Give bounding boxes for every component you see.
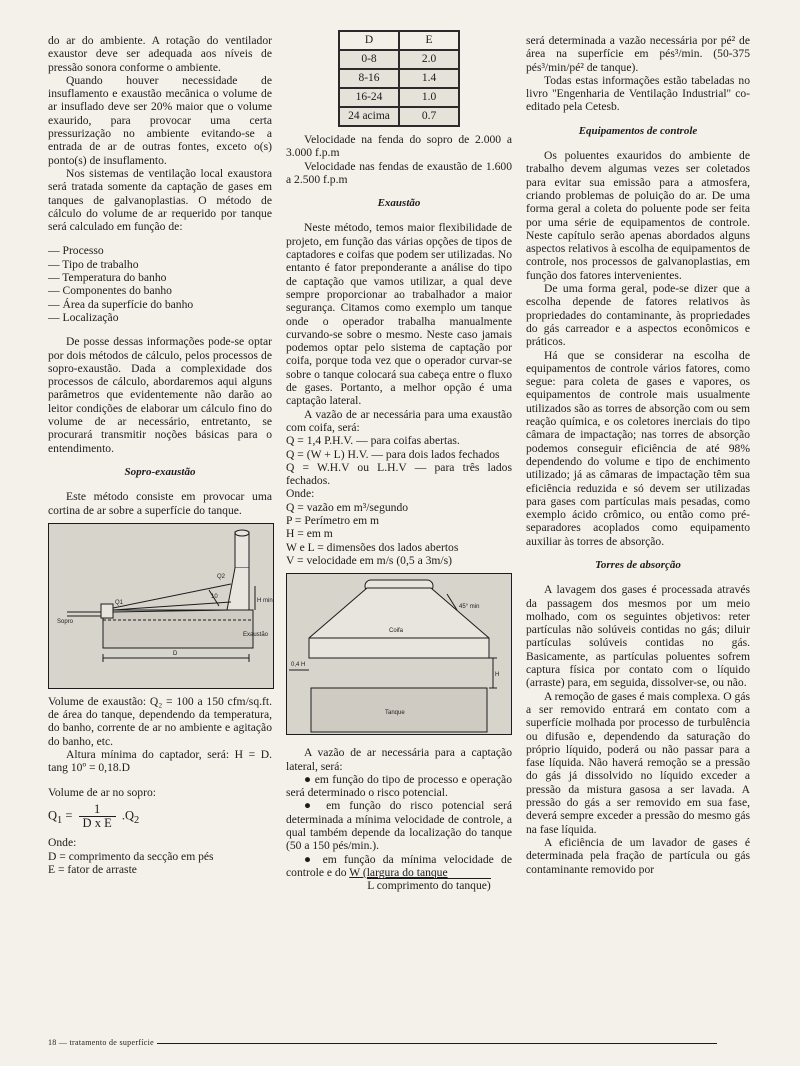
ratio-denominator-text: L comprimento do tanque)	[367, 879, 491, 893]
paragraph-altura: Altura mínima do captador, será: H = D. tang 10º = 0,18.D	[48, 747, 272, 775]
table-row	[339, 50, 459, 69]
heading-exaustao: Exaustão	[377, 197, 421, 210]
formula-lhs: Q	[48, 808, 58, 823]
list-item: — Área da superfície do banho	[48, 297, 194, 311]
footer-rule	[157, 1043, 717, 1044]
formula-numerator: 1	[79, 803, 116, 817]
equation-coifa-aberta: Q = 1,4 P.H.V. — para coifas abertas.	[286, 434, 460, 448]
table-row	[339, 88, 459, 107]
label-q2: Q2	[217, 573, 226, 580]
paragraph-intro: do ar do ambiente. A rotação do ventilador exaustor deve ser adequada aos níveis de pressão sonora conforme o ambiente.	[48, 34, 272, 74]
paragraph-remocao: A remoção de gases é mais complexa. O gás a ser removido entrará em contato com a superfície molhada por processo de turbulência ou difusão e, dependendo da saturação do próprio líquido, poderá ou não passar para a fase líquida. Não haverá remoção se a pressão do gás já dissolvido no líquido exceder a pressão da mistura gasosa a ser lavada. A pressão do gás a ser removido em sua fase, deverá sempre exceder a pressão do mesmo gás na fase líquida.	[526, 689, 750, 836]
definition-d: D = comprimento da secção em pés	[48, 849, 214, 863]
column-left	[48, 34, 272, 876]
onde-label: Onde:	[286, 487, 315, 501]
label-sopro: Sopro	[57, 618, 74, 625]
paragraph-metodo: Este método consiste em provocar uma cortina de ar sobre a superfície do tanque.	[48, 490, 272, 517]
table-cell: 16-24	[339, 88, 399, 107]
table-cell: 1.0	[399, 88, 459, 107]
paragraph-eficiencia: A eficiência de um lavador de gases é determinada pela fração de partícula ou gás contaminante removido por	[526, 835, 750, 876]
table-cell: 24 acima	[339, 107, 399, 126]
definition-q: Q = vazão em m³/segundo	[286, 500, 409, 514]
coifa-diagram	[287, 574, 511, 734]
list-item: — Componentes do banho	[48, 284, 172, 298]
paragraph-captacao-lateral: A vazão de ar necessária para a captação lateral, será:	[286, 746, 512, 773]
equation-dois-lados: Q = (W + L) H.V. — para dois lados fechados	[286, 447, 500, 461]
bullet-velocidade	[286, 853, 512, 880]
paragraph-vazao-coifa: A vazão de ar necessária para uma exaustão com coifa, será:	[286, 407, 512, 434]
table-cell: 1.4	[399, 69, 459, 88]
paragraph-sera: será determinada a vazão necessária por pé² de área na superfície em pés³/min. (50-375 pés³/min/pé² de tanque).	[526, 34, 750, 74]
list-item: — Temperatura do banho	[48, 271, 167, 285]
list-item: — Tipo de trabalho	[48, 257, 139, 271]
paragraph-lavagem: A lavagem dos gases é processada através da passagem dos mesmos por um meio molhado, com os seguintes objetivos: reter partículas não solúveis contidas no gás; diluir partículas solúveis contidas no gás. Basicamente, as partículas poluentes sofrem captura física por contato com o líquido (arraste) para, em seguida, dissolver-se, ou não.	[526, 583, 750, 690]
paragraph-neste-metodo: Neste método, temos maior flexibilidade de projeto, em função das várias opções de tipos de captadores e coifas que podem ser utilizadas. No entanto é fator preponderante a análise do tipo de captação que vamos utilizar, a qual deve sempre proporcionar ao trabalhador a maior segurança. Citamos como exemplo um tanque onde o operador trabalha manualmente curvando-se sobre o mesmo. Neste caso jamais podemos optar pelo sistema de captação por coifa, porque toda vez que o operador curvar-se sobre o tanque colocará sua cabeça entre o fluxo de gases. Portanto, a melhor opção é uma captação lateral.	[286, 221, 512, 408]
paragraph-volume-exaustao: Volume de exaustão: Q₂ = 100 a 150 cfm/sq.ft. de área do tanque, dependendo da temperatura, do banho, corrente de ar no ambiente e agitação do banho, etc.	[48, 694, 272, 748]
paragraph-volume-sopro: Volume de ar no sopro:	[48, 785, 156, 799]
formula-q1	[48, 803, 272, 831]
list-item: — Processo	[48, 244, 104, 258]
formula-equals: =	[65, 808, 73, 823]
bullet-risco: ● em função do risco potencial será determinada a mínima velocidade de controle, a qual também depende da localização do tanque (50 a 150 pés/min.).	[286, 799, 512, 853]
heading-torres: Torres de absorção	[595, 558, 681, 571]
label-q1: Q1	[115, 599, 124, 606]
paragraph-poluentes: Os poluentes exauridos do ambiente de trabalho devem algumas vezes ser coletados para evitar sua emissão para a atmosfera, criando problemas de poluição do ar. De uma forma geral a coleta do poluente pode ser feita por uma série de equipamentos de controle. Neste capítulo serão apenas abordados alguns aspectos relativos à escolha de equipamentos de controle, nos processos de galvanoplastias, em função dos fatores intervenientes.	[526, 149, 750, 282]
definition-wl: W e L = dimensões dos lados abertos	[286, 540, 459, 554]
ratio-numerator-text: (largura do tanque	[359, 865, 448, 879]
table-cell: 0-8	[339, 50, 399, 69]
list-item: — Localização	[48, 310, 119, 324]
heading-sopro-exaustao: Sopro-exaustão	[124, 465, 196, 478]
definition-p: P = Perímetro em m	[286, 514, 380, 528]
formula-rhs: .Q	[121, 808, 134, 823]
paragraph-fenda-sopro: Velocidade na fenda do sopro de 2.000 a 3.000 f.p.m	[286, 133, 512, 160]
bullet-processo: ● em função do tipo de processo e operação será determinado o risco potencial.	[286, 772, 512, 800]
formula-rhs-sub: 2	[134, 815, 140, 827]
label-h: H	[495, 672, 500, 679]
sopro-exaustao-diagram	[49, 524, 273, 688]
definition-e: E = fator de arraste	[48, 863, 137, 877]
equation-tres-lados: Q = W.H.V ou L.H.V — para três lados fechados.	[286, 460, 512, 488]
label-exaustao: Exaustão	[243, 631, 269, 638]
figure-coifa	[286, 573, 512, 735]
label-h-min: H min	[257, 597, 273, 604]
footer-text: 18 — tratamento de superfície	[48, 1038, 154, 1047]
label-45-min: 45° min	[459, 604, 480, 611]
onde-label: Onde:	[48, 836, 77, 850]
label-d: D	[173, 650, 178, 657]
label-tanque: Tanque	[385, 710, 405, 717]
label-0-4-h: 0,4 H	[291, 662, 306, 669]
paragraph-insuflamento: Quando houver necessidade de insuflamento e exaustão mecânica o volume de ar insuflado deve ser 20% maior que o volume exaurido, para provocar uma certa pressurização no ambiente evitando-se a entrada de ar de outras fontes, exceto o(s) ponto(s) de insuflamento.	[48, 73, 272, 167]
column-right	[526, 34, 750, 876]
formula-fraction	[79, 803, 116, 831]
table-header-d: D	[339, 31, 399, 50]
definition-h: H = em m	[286, 527, 333, 541]
paragraph-considerar: Há que se considerar na escolha de equipamentos de controle vários fatores, como segue: para coleta de gases e vapores, os equipamentos de controle mais usualmente utilizados são as torres de absorção com ou sem reação química, e os coletores inerciais do tipo câmara de impactação; nas torres de absorção podemos conseguir eficiência de até 98% dependendo do volume e tipo de enchimento utilizado; já as câmaras de impactação têm sua eficiência reduzida e só devem ser utilizadas para gases com partículas mais pesadas, como exemplo ácido crômico, ou então como pré-separadores acoplados como equipamento auxiliar às torres de absorção.	[526, 348, 750, 548]
page-footer	[48, 1036, 748, 1049]
arraste-table	[338, 30, 460, 127]
ratio-numerator: W	[349, 865, 360, 879]
label-ten-degrees: 10	[211, 593, 218, 600]
column-middle	[286, 30, 512, 892]
paragraph-posse: De posse dessas informações pode-se optar por dois métodos de cálculo, pelos processos de sopro-exaustão. Dada a complexidade dos processos de cálculo, abordaremos aqui alguns parâmetros que evidentemente não darão ao leitor condições de elaborar um cálculo fino do volume de ar necessário, entretanto, se procurará transmitir noções básicas para o entendimento.	[48, 335, 272, 455]
formula-denominator: D x E	[82, 816, 112, 831]
table-cell: 2.0	[399, 50, 459, 69]
table-row	[339, 69, 459, 88]
ratio-denominator	[286, 879, 512, 892]
paragraph-forma-geral: De uma forma geral, pode-se dizer que a escolha depende de fatores relativos às propriedades do contaminante, às propriedades do gás carreador e a aspectos econômicos e práticos.	[526, 282, 750, 349]
paragraph-todas: Todas estas informações estão tabeladas no livro ''Engenharia de Ventilação Industrial'' co-editado pela Cetesb.	[526, 73, 750, 114]
paragraph-sistemas: Nos sistemas de ventilação local exaustora será tratada somente da captação de gases em tanques de galvanoplastias. O método de cálculo do volume de ar requerido por tanque será calculado em função de:	[48, 166, 272, 234]
factor-list	[48, 244, 272, 324]
table-cell: 0.7	[399, 107, 459, 126]
table-cell: 8-16	[339, 69, 399, 88]
heading-equipamentos: Equipamentos de controle	[578, 124, 698, 137]
bullet-velocidade-text: ● em função da mínima velocidade de controle e do	[286, 852, 512, 879]
formula-lhs-sub: 1	[57, 815, 63, 827]
table-header-e: E	[399, 31, 459, 50]
table-row	[339, 107, 459, 126]
definition-v: V = velocidade em m/s (0,5 a 3m/s)	[286, 553, 453, 567]
label-coifa: Coifa	[389, 628, 404, 635]
paragraph-fenda-exaustao: Velocidade nas fendas de exaustão de 1.600 a 2.500 f.p.m	[286, 159, 512, 186]
figure-sopro-exaustao	[48, 523, 274, 689]
